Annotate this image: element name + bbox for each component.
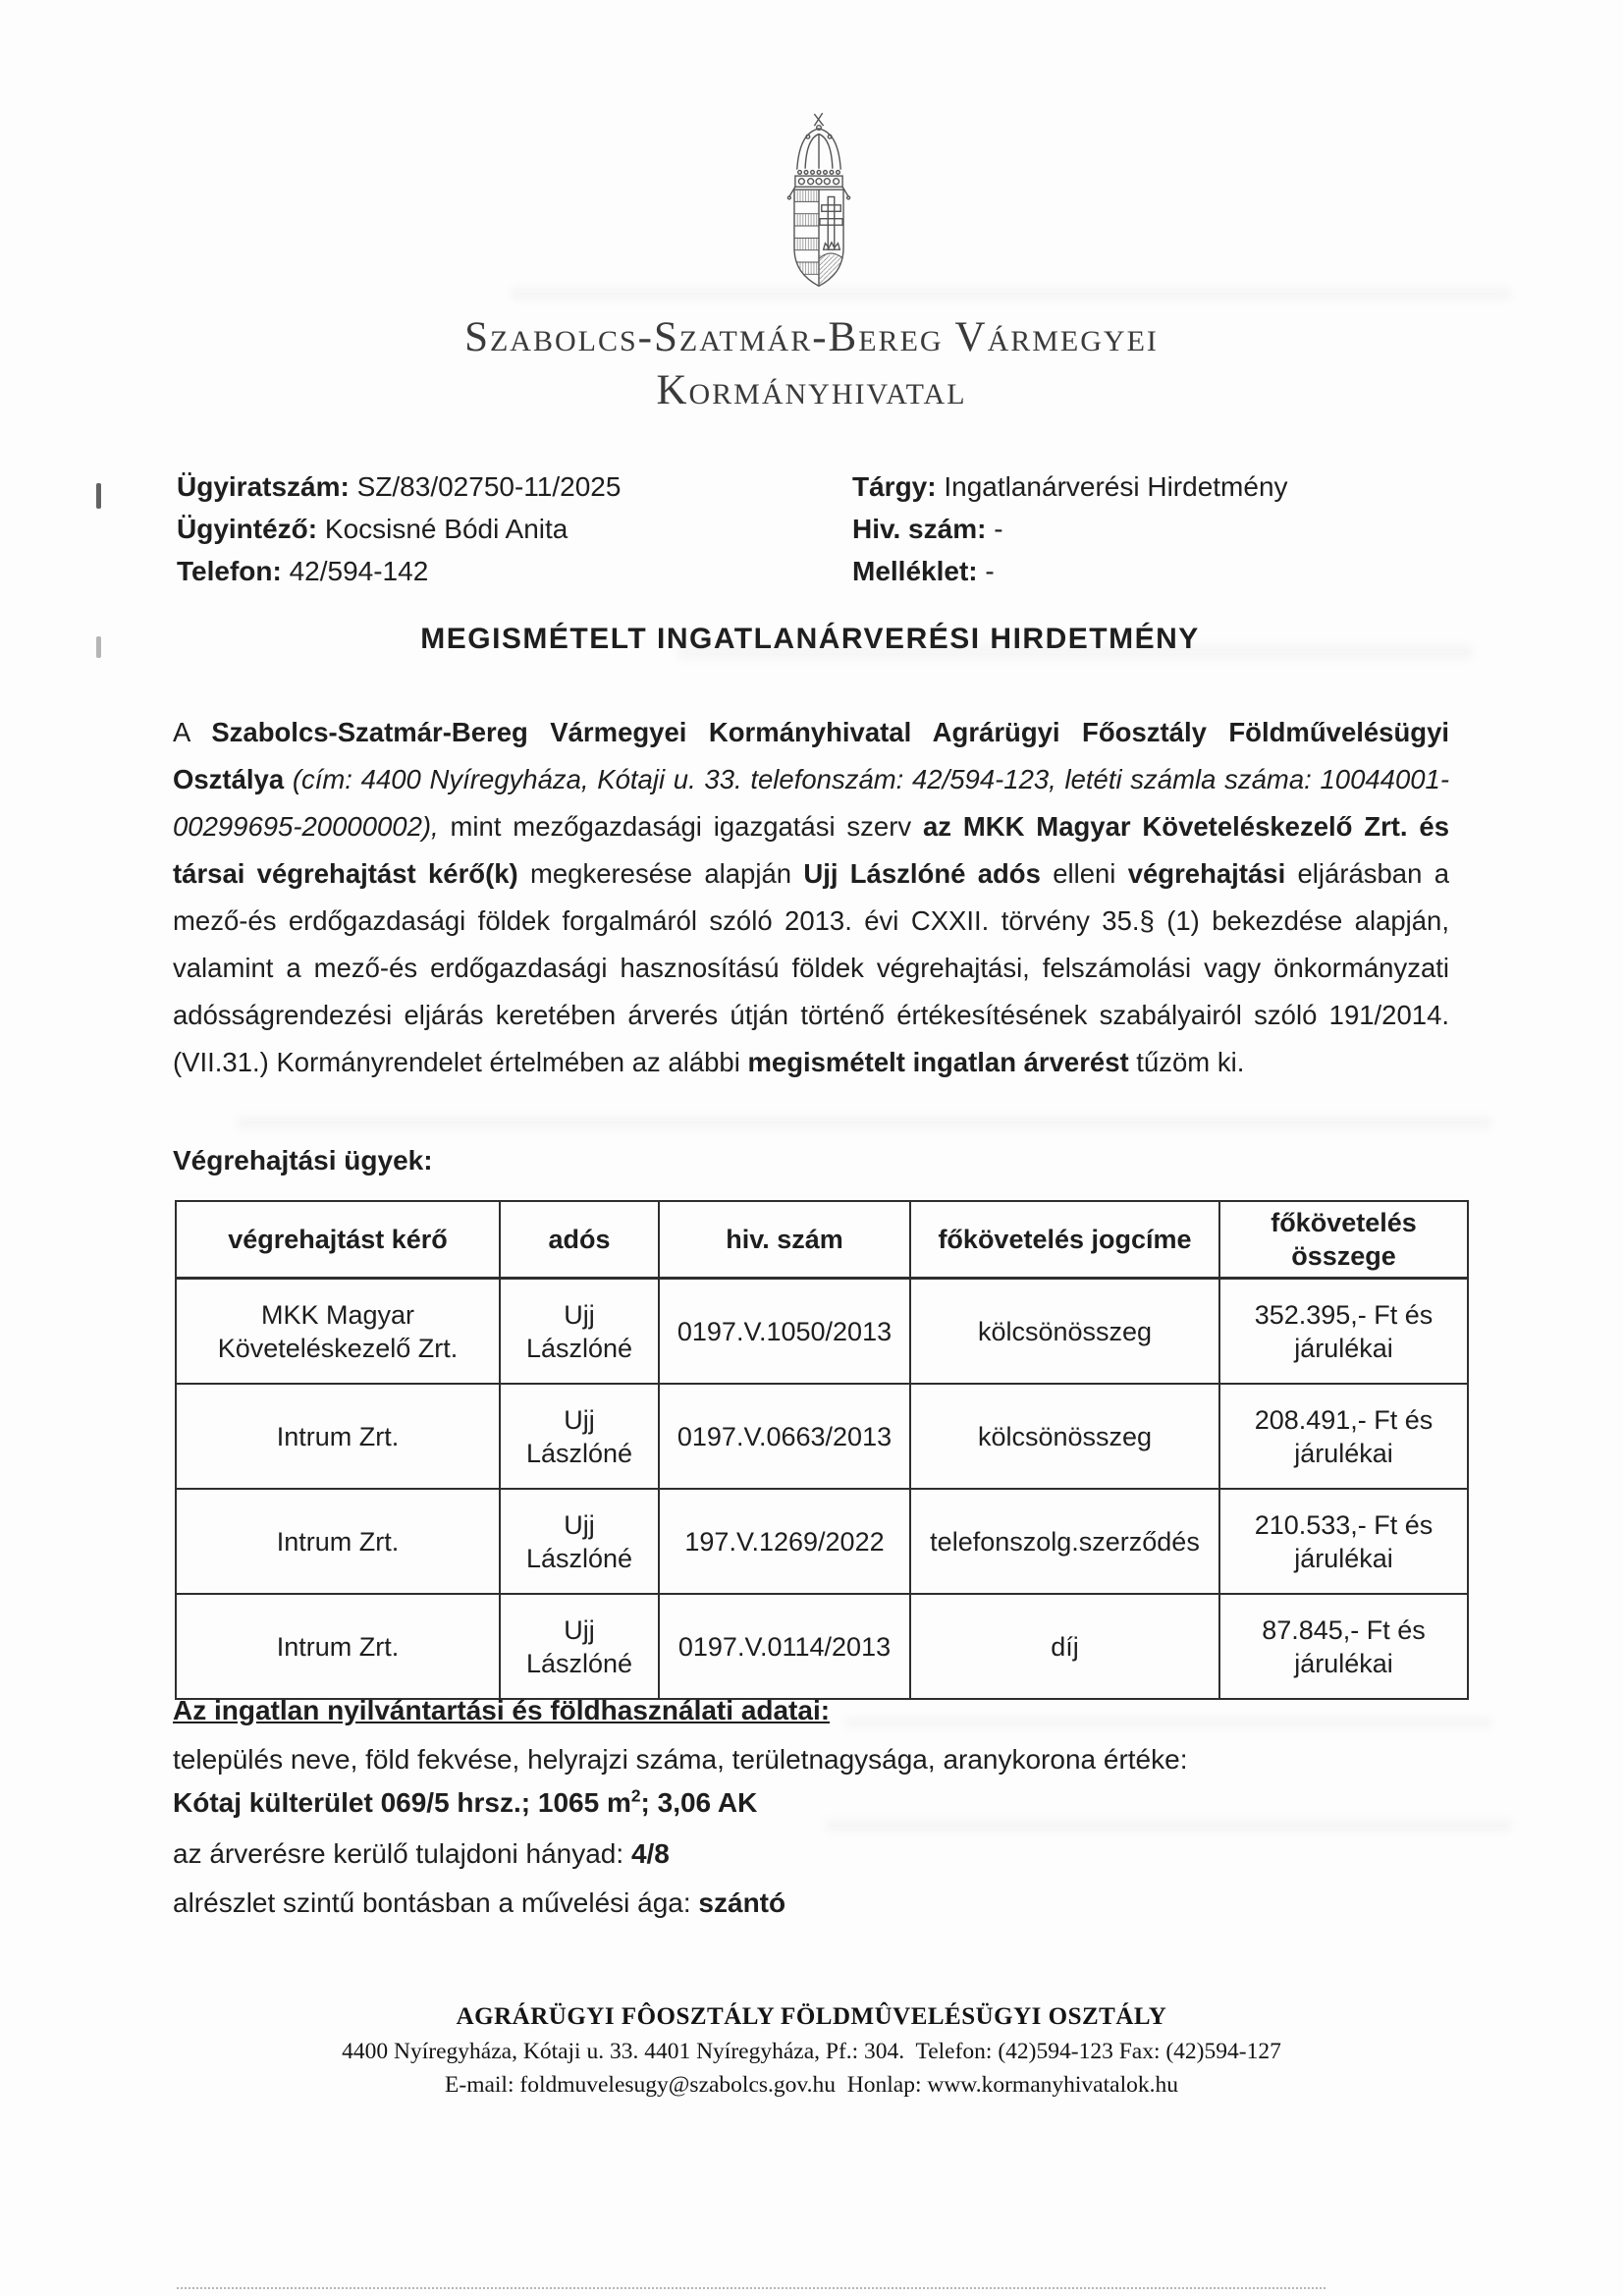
- text-segment: mint mezőgazdasági igazgatási szerv: [438, 810, 923, 842]
- text-segment: ; 3,06 AK: [640, 1787, 758, 1818]
- cultivation-branch-line: [173, 1887, 785, 1919]
- text-segment: az árverésre kerülő tulajdoni hányad:: [173, 1838, 631, 1869]
- scan-edge-mark: [96, 636, 101, 658]
- scan-edge-mark: [96, 483, 101, 509]
- table-cell: Intrum Zrt.: [176, 1489, 500, 1594]
- property-identification: [173, 1787, 757, 1819]
- table-cell: telefonszolg.szerződés: [910, 1489, 1219, 1594]
- footer-contact: E-mail: foldmuvelesugy@szabolcs.gov.hu Honlap: www.kormanyhivatalok.hu: [445, 2072, 1178, 2098]
- text-segment: A: [173, 716, 212, 747]
- phone-value: 42/594-142: [281, 556, 429, 586]
- table-cell: Ujj Lászlóné: [500, 1279, 659, 1385]
- scan-bottom-speckle: [177, 2287, 1325, 2289]
- case-meta-right: [852, 465, 1288, 592]
- text-segment: végrehajtási: [1127, 857, 1286, 889]
- attachment-label: Melléklet:: [852, 556, 978, 586]
- page-title: MEGISMÉTELT INGATLANÁRVERÉSI HIRDETMÉNY: [420, 623, 1200, 655]
- table-cell: 197.V.1269/2022: [659, 1489, 910, 1594]
- org-name-line1: Szabolcs-Szatmár-Bereg Vármegyei: [464, 314, 1159, 360]
- text-segment: Ujj Lászlóné adós: [803, 857, 1041, 889]
- case-meta-left: [177, 465, 621, 592]
- attachment-row: [852, 550, 1288, 592]
- case-officer-label: Ügyintéző:: [177, 514, 318, 544]
- table-cell: 210.533,- Ft és járulékai: [1219, 1489, 1468, 1594]
- table-cell: Ujj Lászlóné: [500, 1489, 659, 1594]
- table-cell: 352.395,- Ft és járulékai: [1219, 1279, 1468, 1385]
- scan-artifact: [236, 1116, 1492, 1129]
- footer-department: AGRÁRÜGYI FÔOSZTÁLY FÖLDMÛVELÉSÜGYI OSZTÁLY: [456, 2003, 1167, 2030]
- table-cell: kölcsönösszeg: [910, 1279, 1219, 1385]
- text-segment: megkeresése alapján: [517, 857, 804, 889]
- org-name-line2: Kormányhivatal: [656, 367, 967, 413]
- case-number-label: Ügyiratszám:: [177, 471, 350, 502]
- table-cell: Intrum Zrt.: [176, 1594, 500, 1699]
- table-cell: díj: [910, 1594, 1219, 1699]
- execution-cases-table-wrap: [175, 1200, 1469, 1700]
- scan-artifact: [677, 644, 1473, 660]
- text-segment: (cím: 4400 Nyíregyháza, Kótaji u. 33. telefonszám: 42/594-123, letéti számla száma: 10044001-00299695-20000002),: [173, 763, 1449, 842]
- attachment-value: -: [977, 556, 995, 586]
- ownership-share-line: [173, 1838, 670, 1870]
- text-segment: eljárásban a mező-és erdőgazdasági földek forgalmáról szóló 2013. évi CXXII. törvény 35.§ (1) bekezdése alapján, valamint a mező-és erdőgazdasági hasznosítású földek végrehajtási, felszámolási vagy önkormányzati adósságrendezési eljárás keretében árverés útján történő értékesítésének szabályairól szóló 191/2014. (VII.31.) Kormányrendelet értelmében az alábbi: [173, 857, 1449, 1077]
- table-row: [176, 1489, 1468, 1594]
- subject-label: Tárgy:: [852, 471, 937, 502]
- scan-artifact: [825, 1819, 1512, 1832]
- table-header-row: [176, 1201, 1468, 1279]
- case-number-value: SZ/83/02750-11/2025: [349, 471, 622, 502]
- col-header-debtor: adós: [500, 1201, 659, 1279]
- text-segment: megismételt ingatlan árverést: [747, 1046, 1129, 1077]
- col-header-claim-title: főkövetelés jogcíme: [910, 1201, 1219, 1279]
- property-data-heading: Az ingatlan nyilvántartási és földhasználati adatai:: [173, 1695, 831, 1725]
- text-segment: Kótaj külterület 069/5 hrsz.; 1065 m: [173, 1787, 631, 1818]
- ref-number-value: -: [986, 514, 1003, 544]
- text-segment: elleni: [1040, 857, 1128, 889]
- table-cell: Ujj Lászlóné: [500, 1594, 659, 1699]
- table-cell: 0197.V.1050/2013: [659, 1279, 910, 1385]
- scan-artifact: [511, 287, 1512, 301]
- text-segment: alrészlet szintű bontásban a művelési ága:: [173, 1887, 699, 1918]
- footer-address: 4400 Nyíregyháza, Kótaji u. 33. 4401 Nyíregyháza, Pf.: 304. Telefon: (42)594-123 Fax: (42)594-127: [342, 2039, 1281, 2064]
- ref-number-row: [852, 508, 1288, 550]
- table-cell: 208.491,- Ft és járulékai: [1219, 1384, 1468, 1489]
- table-cell: 87.845,- Ft és járulékai: [1219, 1594, 1468, 1699]
- col-header-claim-amount: főkövetelés összege: [1219, 1201, 1468, 1279]
- text-segment: 2: [630, 1785, 641, 1806]
- table-body: [176, 1279, 1468, 1700]
- subject-row: [852, 465, 1288, 508]
- intro-paragraph: [173, 709, 1449, 1086]
- col-header-petitioner: végrehajtást kérő: [176, 1201, 500, 1279]
- text-segment: szántó: [698, 1887, 786, 1918]
- table-cell: kölcsönösszeg: [910, 1384, 1219, 1489]
- execution-cases-heading: Végrehajtási ügyek:: [173, 1145, 433, 1175]
- hungarian-coat-of-arms-icon: [769, 106, 869, 299]
- table-row: [176, 1384, 1468, 1489]
- table-cell: 0197.V.0663/2013: [659, 1384, 910, 1489]
- text-segment: tűzöm ki.: [1128, 1046, 1245, 1077]
- table-row: [176, 1279, 1468, 1385]
- case-officer-value: Kocsisné Bódi Anita: [317, 514, 568, 544]
- table-cell: MKK Magyar Követeléskezelő Zrt.: [176, 1279, 500, 1385]
- subject-value: Ingatlanárverési Hirdetmény: [936, 471, 1288, 502]
- table-cell: Intrum Zrt.: [176, 1384, 500, 1489]
- phone-label: Telefon:: [177, 556, 282, 586]
- col-header-ref-number: hiv. szám: [659, 1201, 910, 1279]
- table-cell: 0197.V.0114/2013: [659, 1594, 910, 1699]
- text-segment: az MKK Magyar Követeléskezelő Zrt. és társai végrehajtást kérő(k): [173, 810, 1449, 889]
- case-officer-row: [177, 508, 621, 550]
- text-segment: Szabolcs-Szatmár-Bereg Vármegyei Kormányhivatal Agrárügyi Főosztály Földművelésügyi Osztálya: [173, 716, 1450, 794]
- execution-cases-table: [175, 1200, 1469, 1700]
- case-number-row: [177, 465, 621, 508]
- table-cell: Ujj Lászlóné: [500, 1384, 659, 1489]
- table-row: [176, 1594, 1468, 1699]
- ref-number-label: Hiv. szám:: [852, 514, 987, 544]
- text-segment: [284, 764, 293, 794]
- text-segment: 4/8: [630, 1838, 670, 1869]
- phone-row: [177, 550, 621, 592]
- scan-artifact: [844, 1717, 1492, 1728]
- property-data-intro: település neve, föld fekvése, helyrajzi száma, területnagysága, aranykorona értéke:: [173, 1744, 1188, 1775]
